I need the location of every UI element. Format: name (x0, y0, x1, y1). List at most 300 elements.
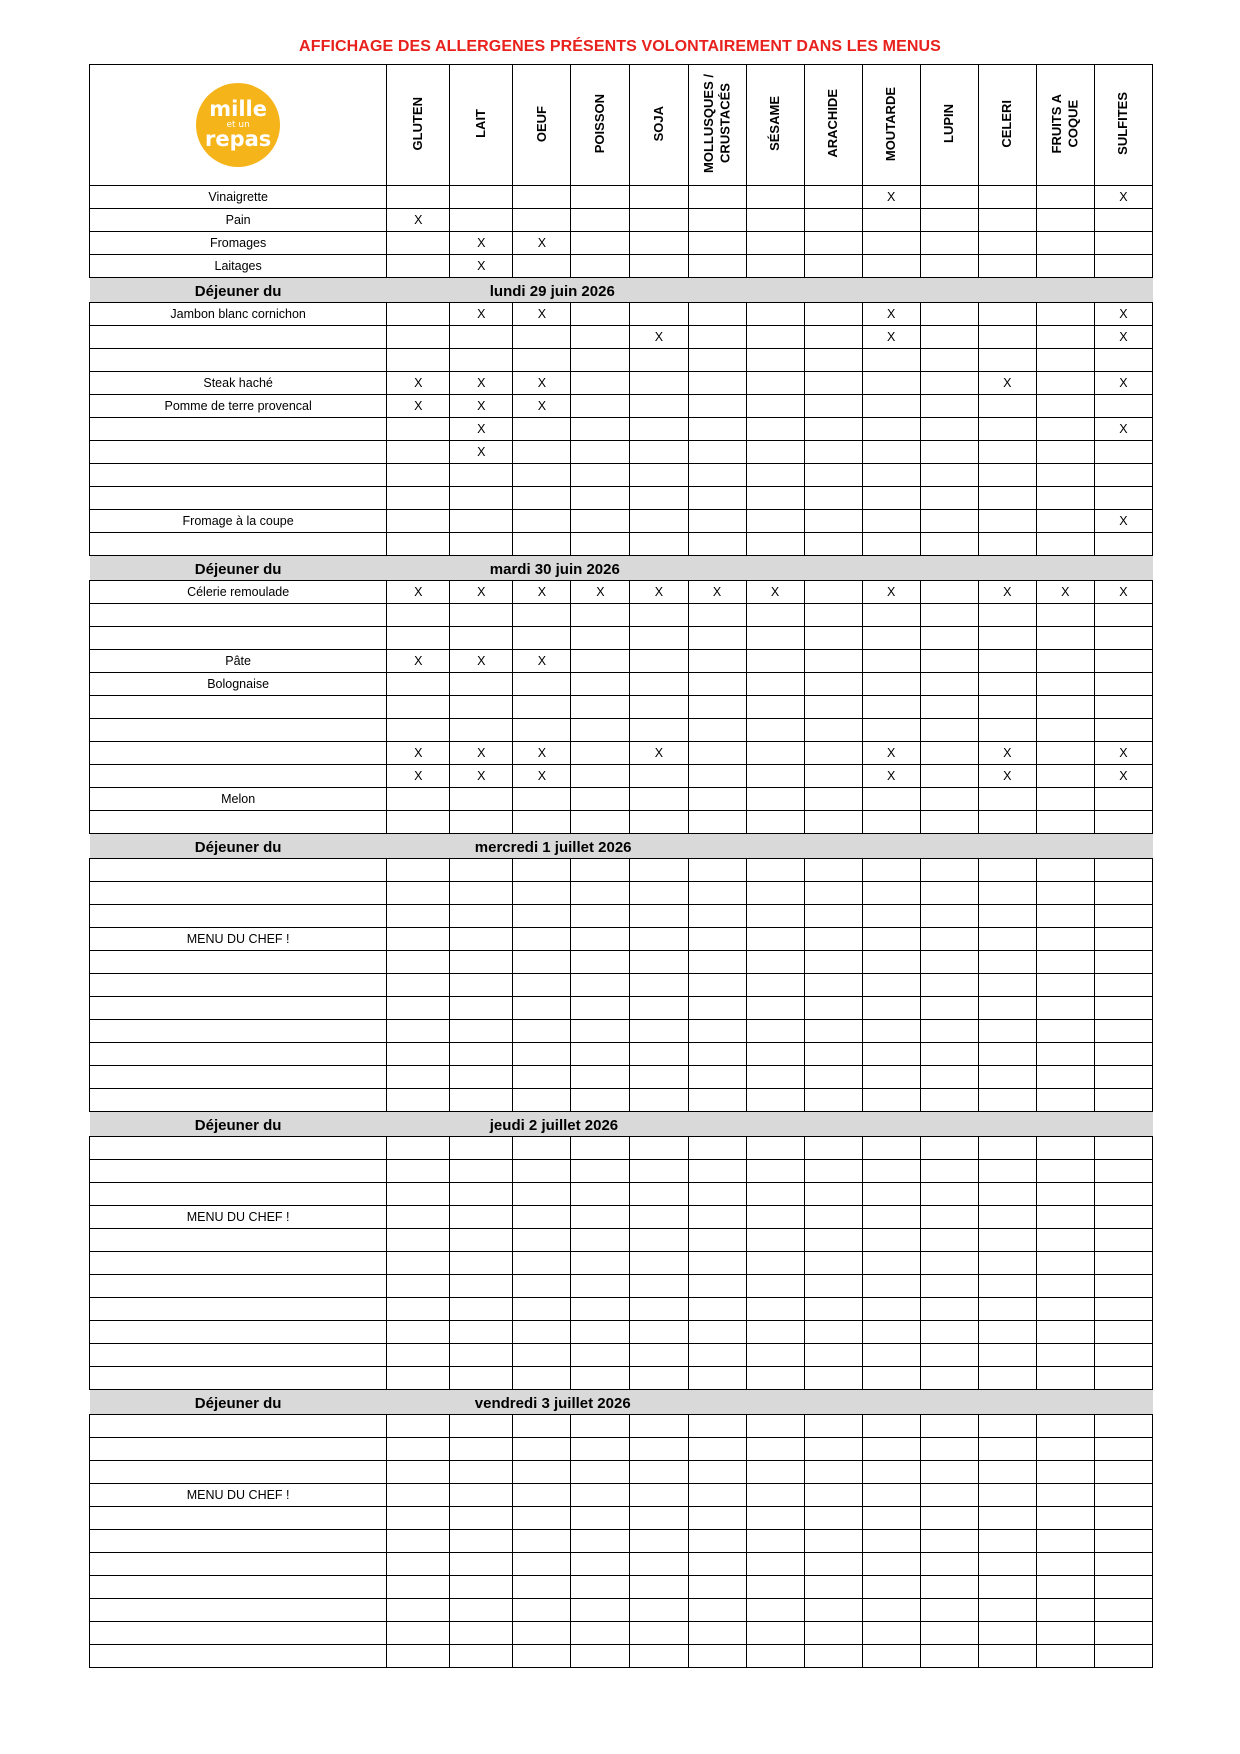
allergen-mark-cell (387, 1438, 450, 1461)
allergen-mark-cell (978, 974, 1036, 997)
allergen-mark-cell (688, 1043, 746, 1066)
allergen-mark-cell (1036, 788, 1094, 811)
allergen-mark-cell (513, 1461, 571, 1484)
allergen-label: GLUTEN (410, 97, 426, 151)
allergen-mark-cell (920, 882, 978, 905)
allergen-mark-cell: X (862, 326, 920, 349)
dish-name (90, 1252, 387, 1275)
allergen-header-cell (746, 65, 804, 186)
allergen-mark-cell (804, 186, 862, 209)
dish-name (90, 1043, 387, 1066)
allergen-mark-cell (387, 1043, 450, 1066)
menu-row (90, 951, 1153, 974)
dish-name (90, 1089, 387, 1112)
allergen-mark-cell (804, 1275, 862, 1298)
dish-name: MENU DU CHEF ! (90, 1484, 387, 1507)
allergen-mark-cell (746, 742, 804, 765)
allergen-mark-cell: X (1094, 326, 1152, 349)
allergen-mark-cell (978, 1252, 1036, 1275)
day-date-label: mercredi 1 juillet 2026 (474, 838, 632, 856)
allergen-mark-cell: X (450, 372, 513, 395)
allergen-mark-cell (1036, 1137, 1094, 1160)
allergen-mark-cell (1036, 859, 1094, 882)
allergen-mark-cell (450, 1622, 513, 1645)
allergen-mark-cell (571, 1415, 630, 1438)
dish-name (90, 1576, 387, 1599)
allergen-mark-cell (746, 1576, 804, 1599)
allergen-mark-cell (746, 326, 804, 349)
menu-row (90, 1089, 1153, 1112)
allergen-mark-cell (513, 1645, 571, 1668)
allergen-header-cell (920, 65, 978, 186)
allergen-mark-cell (746, 811, 804, 834)
allergen-mark-cell (920, 487, 978, 510)
menu-row (90, 464, 1153, 487)
allergen-mark-cell (746, 418, 804, 441)
allergen-mark-cell (804, 1137, 862, 1160)
menu-row (90, 1645, 1153, 1668)
allergen-mark-cell (920, 1344, 978, 1367)
allergen-mark-cell (513, 627, 571, 650)
allergen-mark-cell: X (862, 581, 920, 604)
day-date-label: mardi 30 juin 2026 (489, 560, 620, 578)
allergen-mark-cell (1036, 186, 1094, 209)
allergen-mark-cell (1036, 1252, 1094, 1275)
allergen-mark-cell (1094, 487, 1152, 510)
allergen-mark-cell (746, 1183, 804, 1206)
dish-name (90, 1321, 387, 1344)
allergen-mark-cell (804, 1043, 862, 1066)
allergen-mark-cell (571, 1206, 630, 1229)
allergen-mark-cell (1036, 1229, 1094, 1252)
allergen-mark-cell (1036, 1599, 1094, 1622)
allergen-mark-cell (513, 1183, 571, 1206)
allergen-mark-cell (978, 882, 1036, 905)
allergen-mark-cell (387, 997, 450, 1020)
allergen-mark-cell (746, 1645, 804, 1668)
allergen-mark-cell (920, 1484, 978, 1507)
allergen-mark-cell (630, 533, 688, 556)
allergen-mark-cell: X (571, 581, 630, 604)
allergen-mark-cell: X (862, 186, 920, 209)
menu-row (90, 627, 1153, 650)
allergen-mark-cell (450, 859, 513, 882)
allergen-mark-cell (688, 1160, 746, 1183)
allergen-mark-cell (571, 255, 630, 278)
allergen-mark-cell (688, 487, 746, 510)
allergen-mark-cell (630, 928, 688, 951)
allergen-mark-cell (804, 1160, 862, 1183)
allergen-mark-cell (513, 349, 571, 372)
allergen-label: CELERI (999, 99, 1015, 148)
allergen-mark-cell (1036, 928, 1094, 951)
allergen-mark-cell: X (450, 742, 513, 765)
allergen-mark-cell (450, 673, 513, 696)
allergen-mark-cell (804, 1183, 862, 1206)
dish-name (90, 533, 387, 556)
allergen-mark-cell (513, 1137, 571, 1160)
allergen-mark-cell (920, 951, 978, 974)
allergen-mark-cell (1036, 1576, 1094, 1599)
allergen-mark-cell (804, 441, 862, 464)
dish-name (90, 418, 387, 441)
menu-row (90, 673, 1153, 696)
allergen-mark-cell (450, 1275, 513, 1298)
allergen-mark-cell (387, 303, 450, 326)
allergen-mark-cell (513, 209, 571, 232)
menu-row (90, 1367, 1153, 1390)
allergen-mark-cell (978, 1645, 1036, 1668)
allergen-mark-cell (387, 1415, 450, 1438)
menu-row (90, 928, 1153, 951)
allergen-mark-cell (804, 1020, 862, 1043)
allergen-mark-cell (513, 1020, 571, 1043)
menu-row (90, 1298, 1153, 1321)
dish-name (90, 1645, 387, 1668)
allergen-mark-cell (1094, 1298, 1152, 1321)
allergen-mark-cell (513, 1089, 571, 1112)
dish-name (90, 1461, 387, 1484)
allergen-mark-cell (450, 533, 513, 556)
allergen-mark-cell (1036, 882, 1094, 905)
allergen-mark-cell (513, 951, 571, 974)
allergen-mark-cell (746, 765, 804, 788)
allergen-mark-cell (978, 1043, 1036, 1066)
allergen-mark-cell (746, 1553, 804, 1576)
dish-name: Vinaigrette (90, 186, 387, 209)
menu-row (90, 209, 1153, 232)
allergen-mark-cell (630, 1507, 688, 1530)
allergen-mark-cell (450, 719, 513, 742)
allergen-mark-cell (630, 1066, 688, 1089)
allergen-mark-cell (387, 533, 450, 556)
allergen-mark-cell (688, 1321, 746, 1344)
allergen-mark-cell (450, 349, 513, 372)
allergen-mark-cell (920, 905, 978, 928)
menu-row (90, 1043, 1153, 1066)
allergen-mark-cell (862, 859, 920, 882)
allergen-mark-cell (1094, 1367, 1152, 1390)
day-header-row (90, 1112, 1153, 1137)
menu-row (90, 1438, 1153, 1461)
allergen-label: ARACHIDE (824, 89, 840, 159)
allergen-mark-cell: X (513, 372, 571, 395)
allergen-mark-cell (978, 1484, 1036, 1507)
allergen-mark-cell (513, 1415, 571, 1438)
allergen-mark-cell (571, 673, 630, 696)
allergen-mark-cell (688, 232, 746, 255)
allergen-mark-cell (513, 882, 571, 905)
allergen-mark-cell (688, 997, 746, 1020)
allergen-mark-cell (746, 974, 804, 997)
allergen-mark-cell (1094, 719, 1152, 742)
allergen-mark-cell (513, 859, 571, 882)
allergen-mark-cell (804, 859, 862, 882)
allergen-mark-cell (450, 1252, 513, 1275)
allergen-mark-cell (978, 441, 1036, 464)
allergen-mark-cell (571, 326, 630, 349)
allergen-mark-cell (688, 974, 746, 997)
allergen-mark-cell (630, 627, 688, 650)
allergen-mark-cell (387, 1344, 450, 1367)
allergen-mark-cell (630, 1461, 688, 1484)
allergen-mark-cell (688, 1183, 746, 1206)
allergen-mark-cell (804, 255, 862, 278)
allergen-mark-cell (978, 510, 1036, 533)
allergen-mark-cell (920, 742, 978, 765)
allergen-mark-cell (920, 1415, 978, 1438)
allergen-mark-cell (450, 997, 513, 1020)
allergen-mark-cell (920, 1089, 978, 1112)
menu-row (90, 1066, 1153, 1089)
allergen-header-cell (1094, 65, 1152, 186)
allergen-mark-cell (1094, 1507, 1152, 1530)
allergen-mark-cell (571, 788, 630, 811)
allergen-mark-cell (804, 719, 862, 742)
allergen-mark-cell (746, 1206, 804, 1229)
dish-name (90, 1367, 387, 1390)
allergen-mark-cell (920, 811, 978, 834)
allergen-mark-cell (746, 209, 804, 232)
allergen-mark-cell (387, 1275, 450, 1298)
allergen-mark-cell (513, 928, 571, 951)
allergen-header-cell (978, 65, 1036, 186)
allergen-mark-cell (450, 1553, 513, 1576)
allergen-mark-cell (804, 1415, 862, 1438)
allergen-mark-cell (688, 1438, 746, 1461)
dish-name (90, 1275, 387, 1298)
allergen-mark-cell (920, 673, 978, 696)
dish-name: MENU DU CHEF ! (90, 928, 387, 951)
allergen-mark-cell (920, 1066, 978, 1089)
allergen-mark-cell (688, 418, 746, 441)
allergen-mark-cell (571, 1089, 630, 1112)
allergen-mark-cell (920, 1252, 978, 1275)
allergen-header-row (90, 65, 1153, 186)
allergen-mark-cell (862, 719, 920, 742)
allergen-mark-cell (571, 395, 630, 418)
allergen-mark-cell (1094, 1576, 1152, 1599)
allergen-mark-cell (862, 1599, 920, 1622)
allergen-mark-cell (630, 1183, 688, 1206)
allergen-mark-cell (862, 464, 920, 487)
allergen-mark-cell: X (978, 581, 1036, 604)
allergen-mark-cell (450, 1043, 513, 1066)
allergen-mark-cell (1094, 1415, 1152, 1438)
allergen-mark-cell (804, 1367, 862, 1390)
allergen-mark-cell (920, 372, 978, 395)
menu-row (90, 1229, 1153, 1252)
allergen-mark-cell (387, 1599, 450, 1622)
dish-name: Jambon blanc cornichon (90, 303, 387, 326)
allergen-mark-cell (1094, 951, 1152, 974)
allergen-mark-cell (746, 1043, 804, 1066)
allergen-mark-cell (862, 209, 920, 232)
allergen-mark-cell (978, 1553, 1036, 1576)
allergen-mark-cell (688, 1252, 746, 1275)
allergen-mark-cell (387, 1183, 450, 1206)
allergen-mark-cell (862, 510, 920, 533)
allergen-mark-cell (387, 1089, 450, 1112)
allergen-mark-cell (862, 1206, 920, 1229)
allergen-mark-cell (804, 742, 862, 765)
allergen-mark-cell (920, 1576, 978, 1599)
allergen-mark-cell (688, 951, 746, 974)
allergen-mark-cell (746, 997, 804, 1020)
dish-name (90, 627, 387, 650)
day-date-cell (387, 278, 1153, 303)
allergen-mark-cell (1036, 1089, 1094, 1112)
allergen-mark-cell (688, 673, 746, 696)
menu-row (90, 905, 1153, 928)
allergen-mark-cell (688, 1137, 746, 1160)
allergen-mark-cell (630, 1415, 688, 1438)
allergen-mark-cell (688, 1622, 746, 1645)
menu-row (90, 1160, 1153, 1183)
allergen-mark-cell (920, 1183, 978, 1206)
dish-name (90, 1530, 387, 1553)
allergen-mark-cell (513, 510, 571, 533)
allergen-mark-cell (387, 1298, 450, 1321)
allergen-mark-cell (746, 372, 804, 395)
allergen-mark-cell (450, 1137, 513, 1160)
allergen-mark-cell (450, 1089, 513, 1112)
allergen-mark-cell (1094, 441, 1152, 464)
allergen-mark-cell (630, 1344, 688, 1367)
allergen-mark-cell (630, 1020, 688, 1043)
allergen-mark-cell (513, 1553, 571, 1576)
allergen-mark-cell: X (1094, 765, 1152, 788)
allergen-mark-cell (571, 742, 630, 765)
dish-name (90, 765, 387, 788)
dish-name: Steak haché (90, 372, 387, 395)
allergen-mark-cell (571, 1344, 630, 1367)
allergen-mark-cell (571, 604, 630, 627)
day-date-cell (387, 556, 1153, 581)
allergen-mark-cell (688, 1066, 746, 1089)
allergen-mark-cell (1036, 418, 1094, 441)
allergen-mark-cell (513, 487, 571, 510)
allergen-mark-cell (571, 1229, 630, 1252)
allergen-mark-cell: X (450, 255, 513, 278)
allergen-mark-cell (450, 1438, 513, 1461)
allergen-mark-cell (862, 1367, 920, 1390)
allergen-mark-cell (450, 1507, 513, 1530)
allergen-mark-cell (513, 811, 571, 834)
allergen-mark-cell (920, 650, 978, 673)
allergen-mark-cell (920, 997, 978, 1020)
allergen-mark-cell (804, 1344, 862, 1367)
allergen-mark-cell (862, 604, 920, 627)
allergen-mark-cell (450, 1344, 513, 1367)
allergen-mark-cell (387, 1530, 450, 1553)
menu-row (90, 1137, 1153, 1160)
allergen-mark-cell (450, 510, 513, 533)
allergen-mark-cell (571, 1645, 630, 1668)
allergen-mark-cell: X (450, 232, 513, 255)
allergen-mark-cell: X (1094, 372, 1152, 395)
allergen-mark-cell (1094, 232, 1152, 255)
allergen-mark-cell (978, 1321, 1036, 1344)
allergen-mark-cell (978, 1530, 1036, 1553)
allergen-mark-cell (1036, 1507, 1094, 1530)
allergen-mark-cell (1094, 395, 1152, 418)
allergen-header-cell (387, 65, 450, 186)
allergen-mark-cell (1094, 811, 1152, 834)
allergen-mark-cell (1036, 997, 1094, 1020)
allergen-mark-cell (804, 1553, 862, 1576)
allergen-mark-cell (920, 418, 978, 441)
allergen-mark-cell: X (630, 742, 688, 765)
allergen-mark-cell: X (978, 742, 1036, 765)
allergen-mark-cell (571, 974, 630, 997)
allergen-mark-cell (920, 1367, 978, 1390)
allergen-mark-cell (387, 464, 450, 487)
allergen-mark-cell (571, 1183, 630, 1206)
allergen-mark-cell (1094, 1020, 1152, 1043)
allergen-mark-cell (978, 326, 1036, 349)
allergen-mark-cell (862, 372, 920, 395)
allergen-mark-cell (746, 1507, 804, 1530)
allergen-mark-cell (688, 510, 746, 533)
allergen-mark-cell (630, 1484, 688, 1507)
allergen-header-cell (630, 65, 688, 186)
allergen-mark-cell (920, 1275, 978, 1298)
allergen-mark-cell (1036, 673, 1094, 696)
allergen-mark-cell (862, 928, 920, 951)
allergen-mark-cell (804, 650, 862, 673)
allergen-mark-cell (920, 1321, 978, 1344)
allergen-mark-cell (1036, 1645, 1094, 1668)
allergen-mark-cell (746, 650, 804, 673)
allergen-mark-cell (1036, 604, 1094, 627)
allergen-mark-cell (920, 1043, 978, 1066)
dish-name (90, 951, 387, 974)
allergen-mark-cell (630, 418, 688, 441)
allergen-mark-cell (978, 487, 1036, 510)
allergen-mark-cell (513, 1066, 571, 1089)
allergen-mark-cell (571, 372, 630, 395)
allergen-mark-cell (978, 349, 1036, 372)
allergen-mark-cell (630, 1645, 688, 1668)
allergen-label: SÉSAME (766, 96, 782, 152)
allergen-mark-cell (513, 1622, 571, 1645)
allergen-mark-cell (1094, 1089, 1152, 1112)
allergen-mark-cell (978, 1415, 1036, 1438)
allergen-mark-cell: X (513, 581, 571, 604)
allergen-mark-cell (862, 1645, 920, 1668)
allergen-mark-cell (1036, 487, 1094, 510)
allergen-mark-cell (513, 604, 571, 627)
allergen-mark-cell (630, 1530, 688, 1553)
allergen-mark-cell (862, 811, 920, 834)
allergen-mark-cell (1094, 1321, 1152, 1344)
dish-name (90, 1415, 387, 1438)
allergen-mark-cell (978, 1229, 1036, 1252)
menu-row (90, 1020, 1153, 1043)
allergen-mark-cell (920, 1298, 978, 1321)
allergen-mark-cell (746, 1229, 804, 1252)
allergen-mark-cell (920, 1461, 978, 1484)
allergen-mark-cell (571, 510, 630, 533)
allergen-mark-cell (571, 1438, 630, 1461)
allergen-mark-cell (571, 1298, 630, 1321)
allergen-mark-cell (571, 1553, 630, 1576)
allergen-mark-cell (513, 464, 571, 487)
allergen-mark-cell (1094, 1599, 1152, 1622)
allergen-mark-cell (978, 905, 1036, 928)
dish-name (90, 742, 387, 765)
